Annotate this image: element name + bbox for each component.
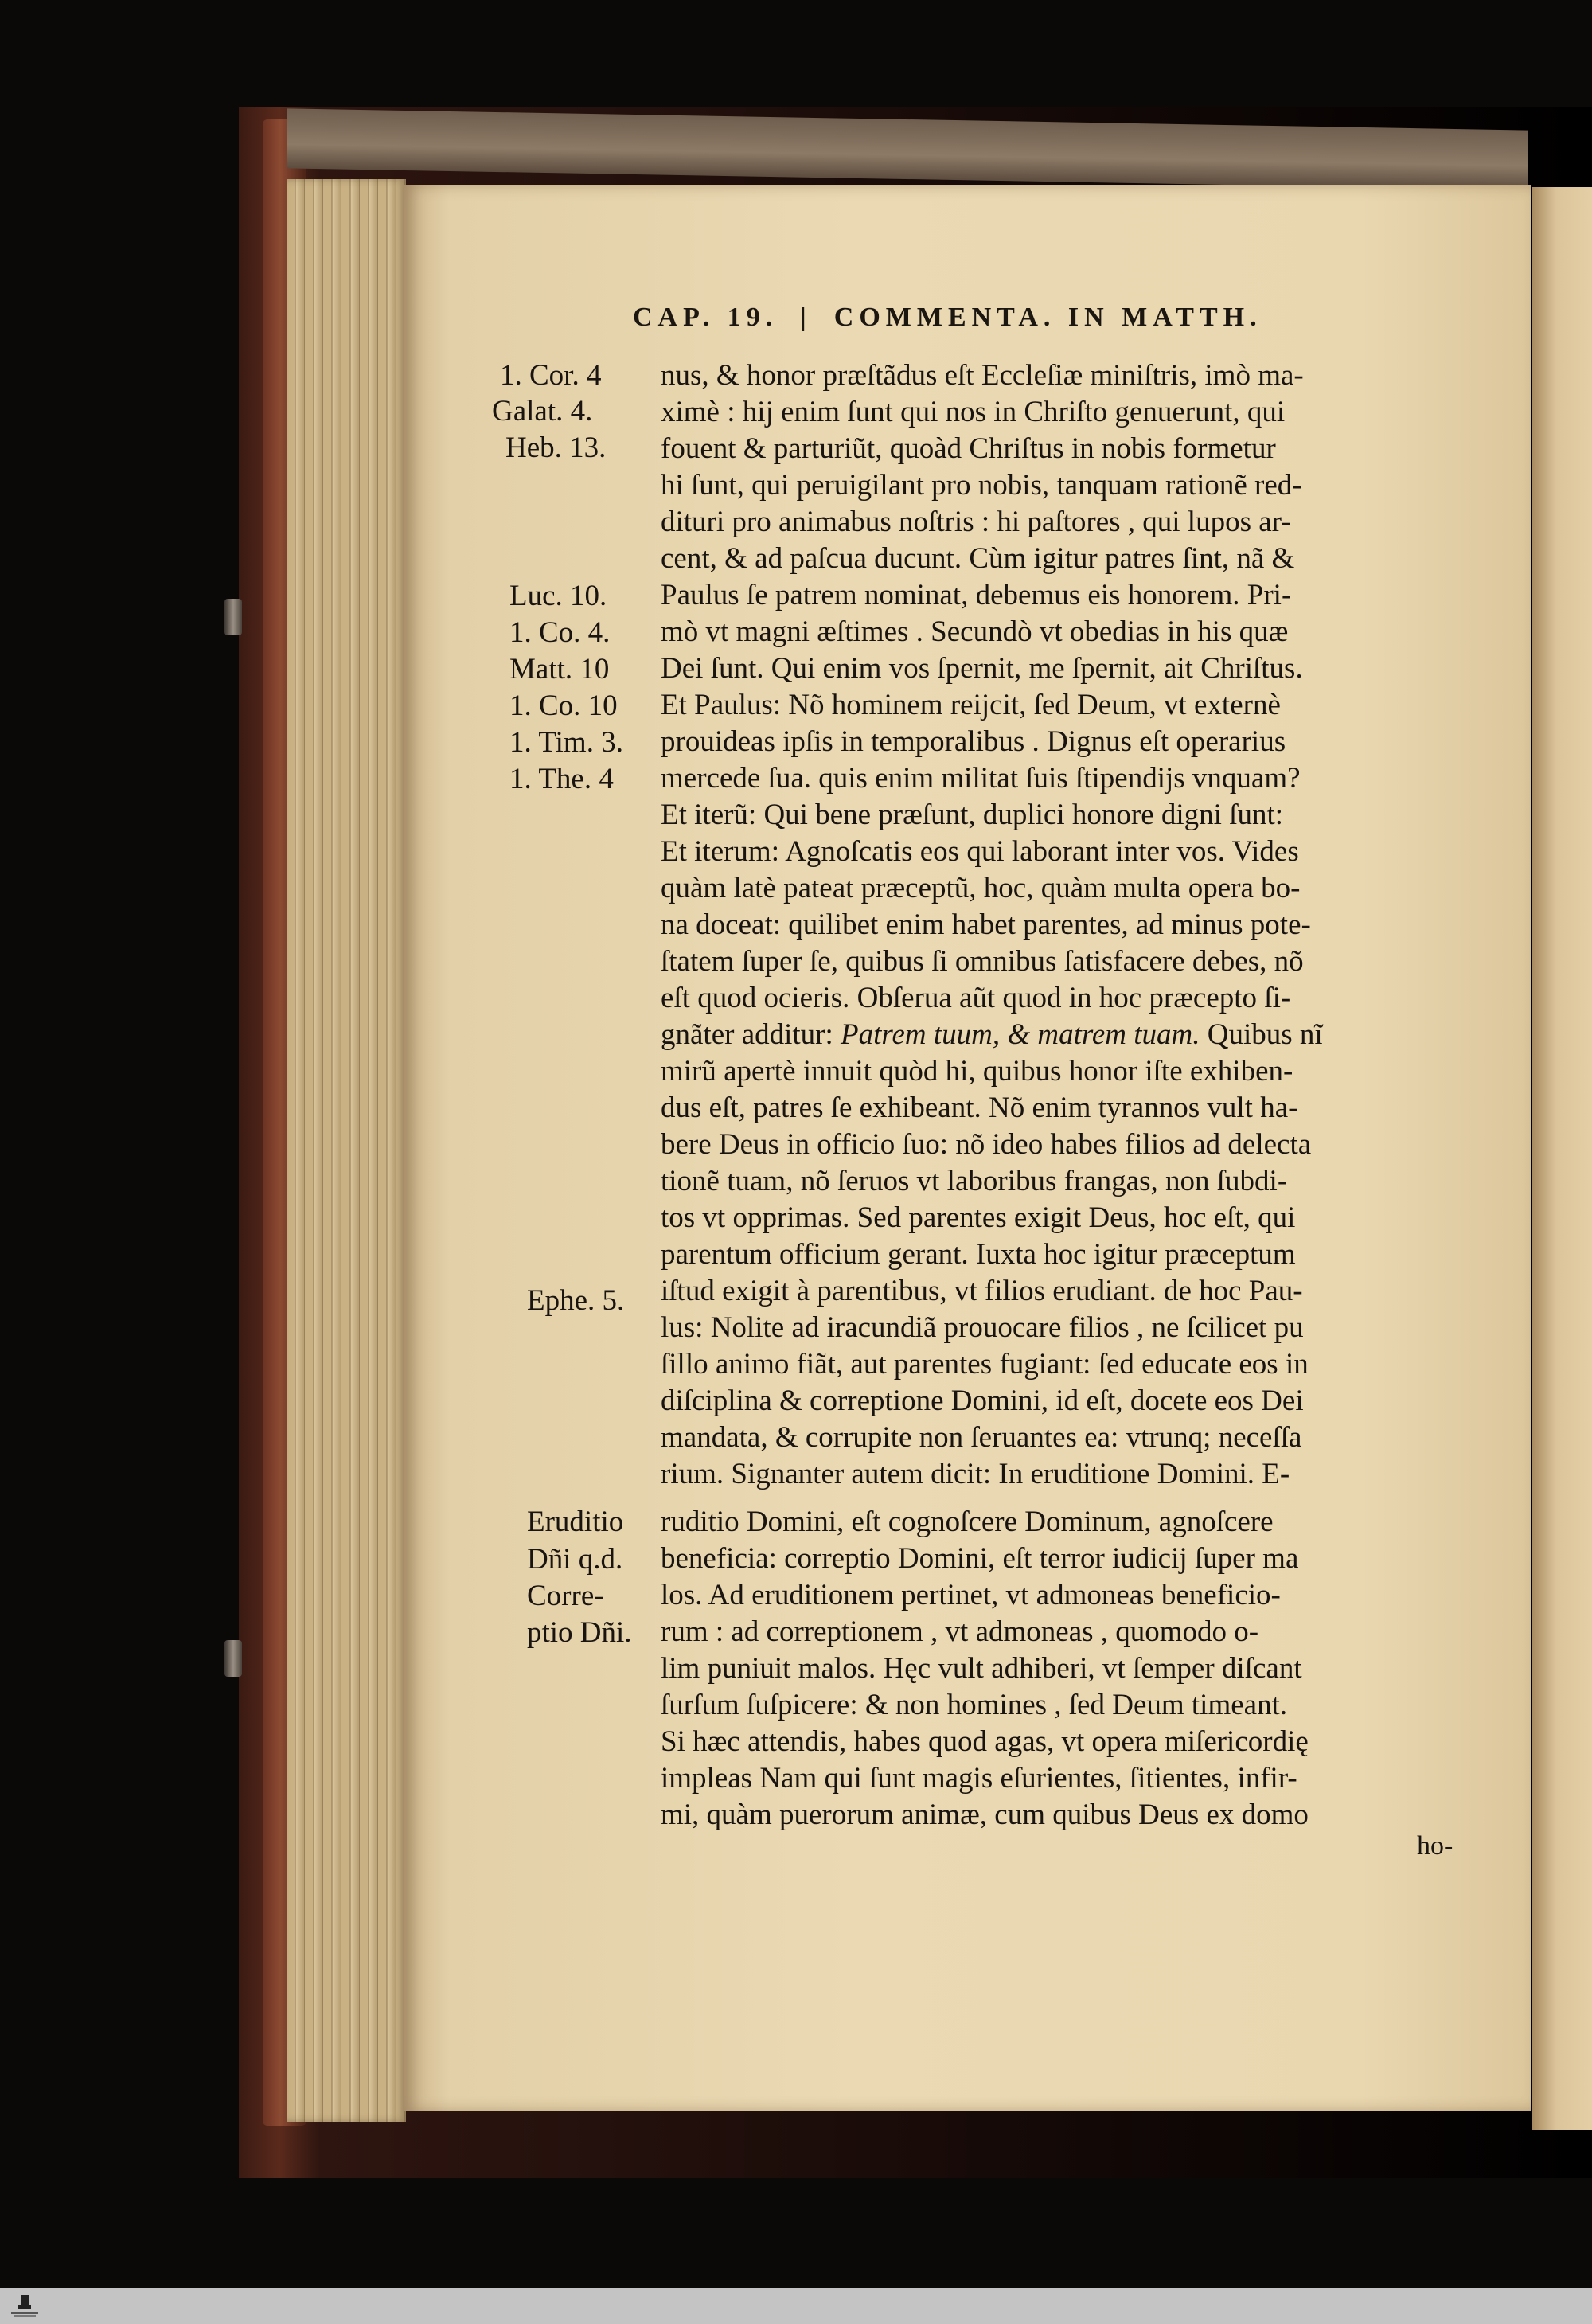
running-title: COMMENTA. IN MATTH.: [833, 303, 1262, 332]
text-line: Dei ſunt. Qui enim vos ſpernit, me ſpernit, ait Chriſtus.: [661, 652, 1303, 685]
text-line: iſtud exigit à parentibus, vt filios erudiant. de hoc Pau-: [661, 1275, 1303, 1307]
text-line: ſillo animo fiãt, aut parentes fugiant: ſed educate eos in: [661, 1348, 1309, 1381]
margin-note: Luc. 10.: [509, 580, 607, 612]
margin-note: Ephe. 5.: [527, 1284, 625, 1317]
text-line: na doceat: quilibet enim habet parentes, ad minus pote-: [661, 908, 1311, 941]
text-line: fouent & parturiũt, quoàd Chriſtus in nobis formetur: [661, 432, 1276, 465]
running-head: CAP. 19. | COMMENTA. IN MATTH.: [633, 303, 1262, 332]
clasp-icon: [224, 599, 242, 635]
text-line: ſtatem ſuper ſe, quibus ſi omnibus ſatisfacere debes, nõ: [661, 945, 1304, 978]
text-line: rium. Signanter autem dicit: In eruditione Domini. E-: [661, 1458, 1290, 1490]
margin-note: Heb. 13.: [505, 432, 607, 464]
text-line: Et Paulus: Nõ hominem reijcit, ſed Deum, vt externè: [661, 689, 1281, 721]
text-line: prouideas ipſis in temporalibus . Dignus eſt operarius: [661, 725, 1286, 758]
text-line: mirũ apertè innuit quòd hi, quibus honor iſte exhiben-: [661, 1055, 1294, 1088]
text-line: mi, quàm puerorum animæ, cum quibus Deus ex domo: [661, 1799, 1309, 1831]
text-line: lus: Nolite ad iracundiã prouocare filios , ne ſcilicet pu: [661, 1311, 1304, 1344]
text-line: bere Deus in officio ſuo: nõ ideo habes filios ad delecta: [661, 1128, 1312, 1161]
text-line: mandata, & corrupite non ſeruantes ea: vtrunq; neceſſa: [661, 1421, 1302, 1454]
margin-note: Galat. 4.: [492, 395, 593, 428]
text-line: lim puniuit malos. Hęc vult adhiberi, vt ſemper diſcant: [661, 1652, 1302, 1685]
text-line: diſciplina & correptione Domini, id eſt, docete eos Dei: [661, 1385, 1304, 1417]
margin-note: 1. Co. 4.: [509, 616, 611, 649]
text-line: Paulus ſe patrem nominat, debemus eis honorem. Pri-: [661, 579, 1292, 611]
text-line: rum : ad correptionem , vt admoneas , quomodo o-: [661, 1615, 1259, 1648]
margin-note: Dñi q.d.: [527, 1543, 623, 1576]
margin-note: 1. The. 4: [509, 763, 614, 795]
viewer-footer-bar: [0, 2288, 1592, 2324]
text-line: nus, & honor præſtãdus eſt Eccleſiæ miniſtris, imò ma-: [661, 359, 1304, 392]
text-line: mò vt magni æſtimes . Secundò vt obedias in his quæ: [661, 615, 1289, 648]
text-line: ximè : hij enim ſunt qui nos in Chriſto genuerunt, qui: [661, 396, 1286, 428]
text-line: dus eſt, patres ſe exhibeant. Nõ enim tyrannos vult ha-: [661, 1092, 1298, 1124]
margin-note: 1. Co. 10: [509, 689, 618, 722]
text-line: quàm latè pateat præceptũ, hoc, quàm multa opera bo-: [661, 872, 1301, 904]
text-line: tos vt opprimas. Sed parentes exigit Deus, hoc eſt, qui: [661, 1201, 1296, 1234]
text-segment: gnãter additur:: [661, 1018, 833, 1051]
text-line: Si hæc attendis, habes quod agas, vt opera miſericordię: [661, 1725, 1309, 1758]
text-line: ſurſum ſuſpicere: & non homines , ſed Deum timeant.: [661, 1689, 1288, 1721]
chapter-label: CAP. 19.: [633, 303, 778, 332]
text-line: impleas Nam qui ſunt magis eſurientes, ſitientes, infir-: [661, 1762, 1297, 1795]
text-line: hi ſunt, qui peruigilant pro nobis, tanquam rationẽ red-: [661, 469, 1302, 502]
margin-note: Matt. 10: [509, 653, 610, 685]
text-line: beneficia: correptio Domini, eſt terror iudicij ſuper ma: [661, 1542, 1299, 1575]
italic-phrase: Patrem tuum, & matrem tuam.: [841, 1018, 1200, 1051]
text-line: ruditio Domini, eſt cognoſcere Dominum, agnoſcere: [661, 1506, 1274, 1538]
text-line: eſt quod ocieris. Obſerua aũt quod in hoc præcepto ſi-: [661, 982, 1291, 1014]
text-line: los. Ad eruditionem pertinet, vt admoneas beneficio-: [661, 1579, 1281, 1611]
text-line: dituri pro animabus noſtris : hi paſtores , qui lupos ar-: [661, 506, 1291, 538]
catchword: ho-: [1417, 1831, 1453, 1861]
margin-note: 1. Tim. 3.: [509, 726, 623, 759]
page-edges: [287, 179, 406, 2122]
clasp-icon: [224, 1640, 242, 1677]
text-line: parentum officium gerant. Iuxta hoc igitur præceptum: [661, 1238, 1296, 1271]
text-segment: Quibus nĩ: [1200, 1018, 1323, 1051]
margin-note: Eruditio: [527, 1506, 624, 1538]
text-line: Et iterum: Agnoſcatis eos qui laborant inter vos. Vides: [661, 835, 1299, 868]
margin-note: Corre-: [527, 1580, 604, 1612]
library-logo-icon: [6, 2293, 43, 2320]
text-line: tionẽ tuam, nõ ſeruos vt laboribus frangas, non ſubdi-: [661, 1165, 1288, 1197]
text-line: cent, & ad paſcua ducunt. Cùm igitur patres ſint, nã &: [661, 542, 1295, 575]
text-line: mercede ſua. quis enim militat ſuis ſtipendijs vnquam?: [661, 762, 1301, 795]
margin-note: ptio Dñi.: [527, 1616, 632, 1649]
text-line: [661, 1017, 1323, 1052]
margin-note: 1. Cor. 4: [500, 359, 602, 392]
facing-page-edge: [1532, 187, 1592, 2130]
text-line: Et iterũ: Qui bene præſunt, duplici honore digni ſunt:: [661, 799, 1284, 831]
